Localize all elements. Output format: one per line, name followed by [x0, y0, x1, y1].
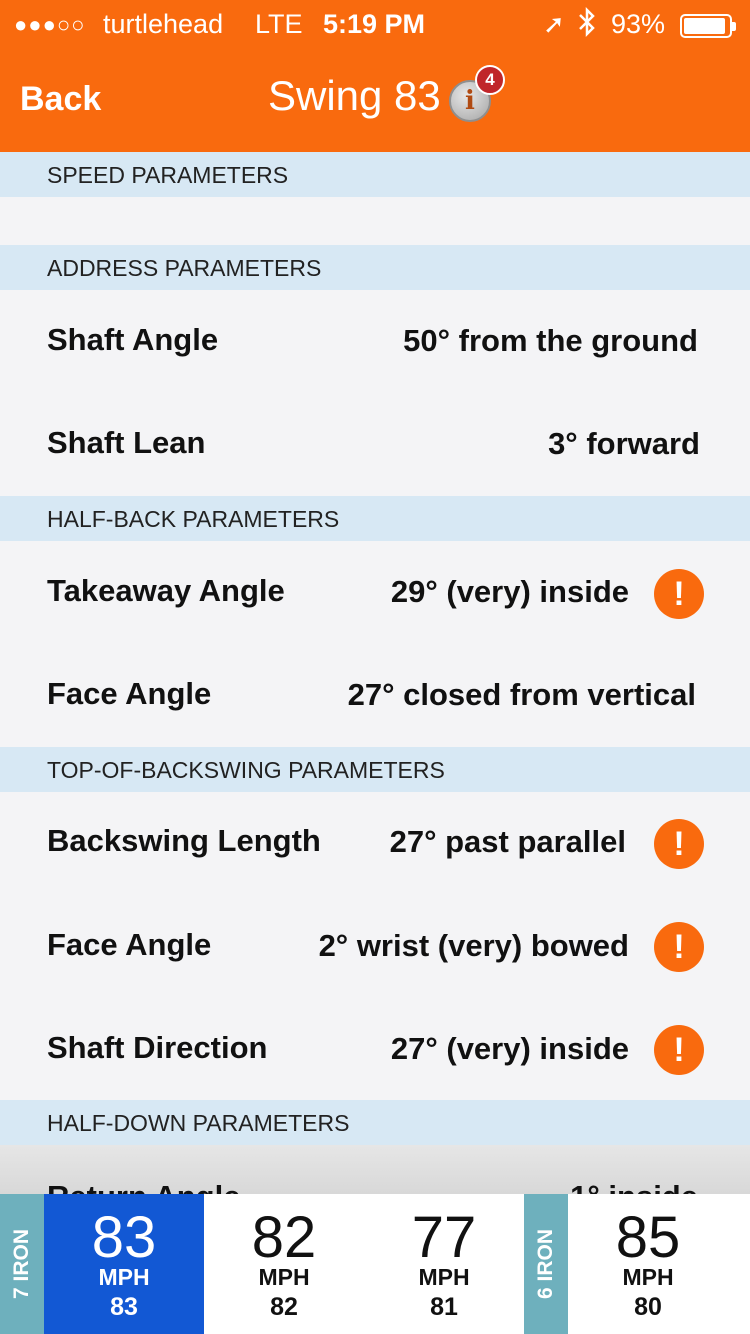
swing-selector-bar [0, 1194, 750, 1334]
section-header-address: ADDRESS PARAMETERS [0, 245, 750, 290]
section-header-top-of-backswing: TOP-OF-BACKSWING PARAMETERS [0, 747, 750, 792]
row-label-face-angle-top: Face Angle [47, 927, 212, 962]
row-label-backswing-length: Backswing Length [47, 823, 321, 858]
swing-speed-unit: MPH [622, 1264, 674, 1290]
swing-speed-cell[interactable] [364, 1194, 524, 1334]
row-value-face-angle-top: 2° wrist (very) bowed [318, 928, 629, 963]
warning-icon[interactable]: ! [654, 569, 704, 619]
swing-speed-value: 83 [91, 1205, 157, 1270]
swing-speed-sub: 83 [110, 1293, 138, 1321]
section-header-half-down: HALF-DOWN PARAMETERS [0, 1100, 750, 1145]
nav-header [0, 0, 750, 152]
status-bar [0, 0, 750, 50]
swing-speed-sub: 82 [270, 1293, 298, 1321]
warning-icon[interactable]: ! [654, 819, 704, 869]
row-label-face-angle: Face Angle [47, 676, 212, 711]
network-type: LTE [255, 9, 303, 39]
back-button[interactable]: Back [20, 80, 102, 118]
swing-speed-cell[interactable] [568, 1194, 728, 1334]
row-label-shaft-direction: Shaft Direction [47, 1030, 268, 1065]
carrier-name: turtlehead [103, 9, 224, 39]
battery-percent: 93% [611, 9, 666, 39]
swing-speed-value: 77 [411, 1205, 477, 1270]
club-tab-6-iron[interactable]: 6 IRON [524, 1194, 568, 1334]
section-header-speed: SPEED PARAMETERS [0, 152, 750, 197]
swing-speed-sub: 81 [430, 1293, 458, 1321]
swing-speed-unit: MPH [98, 1264, 150, 1290]
row-value-takeaway-angle: 29° (very) inside [390, 574, 629, 609]
row-label-shaft-angle: Shaft Angle [47, 322, 219, 357]
row-value-shaft-angle: 50° from the ground [403, 323, 698, 358]
club-tab-7-iron[interactable]: 7 IRON [0, 1194, 44, 1334]
parameters-list[interactable] [0, 152, 750, 1194]
battery-icon [680, 14, 732, 38]
section-header-half-back: HALF-BACK PARAMETERS [0, 496, 750, 541]
swing-speed-cell[interactable] [44, 1194, 204, 1334]
info-badge: 4 [475, 65, 505, 95]
info-icon[interactable]: i [449, 80, 491, 122]
warning-icon[interactable]: ! [654, 1025, 704, 1075]
row-label-takeaway-angle: Takeaway Angle [47, 573, 285, 608]
swing-speed-value: 82 [251, 1205, 317, 1270]
row-label-shaft-lean: Shaft Lean [47, 425, 206, 460]
swing-speed-cell[interactable] [204, 1194, 364, 1334]
warning-icon[interactable]: ! [654, 922, 704, 972]
row-value-backswing-length: 27° past parallel [389, 824, 626, 859]
swing-speed-value: 85 [615, 1205, 681, 1270]
location-arrow-icon: ➚ [543, 9, 565, 39]
bluetooth-icon [578, 7, 596, 44]
signal-strength-icon: ●●●○○ [14, 12, 86, 37]
page-title: Swing 83 [268, 72, 441, 119]
swing-speed-sub: 80 [634, 1293, 662, 1321]
row-value-shaft-direction: 27° (very) inside [390, 1031, 629, 1066]
swing-speed-unit: MPH [258, 1264, 310, 1290]
status-time: 5:19 PM [323, 9, 426, 39]
row-value-face-angle: 27° closed from vertical [347, 677, 696, 712]
swing-speed-unit: MPH [418, 1264, 470, 1290]
row-value-shaft-lean: 3° forward [548, 426, 700, 461]
